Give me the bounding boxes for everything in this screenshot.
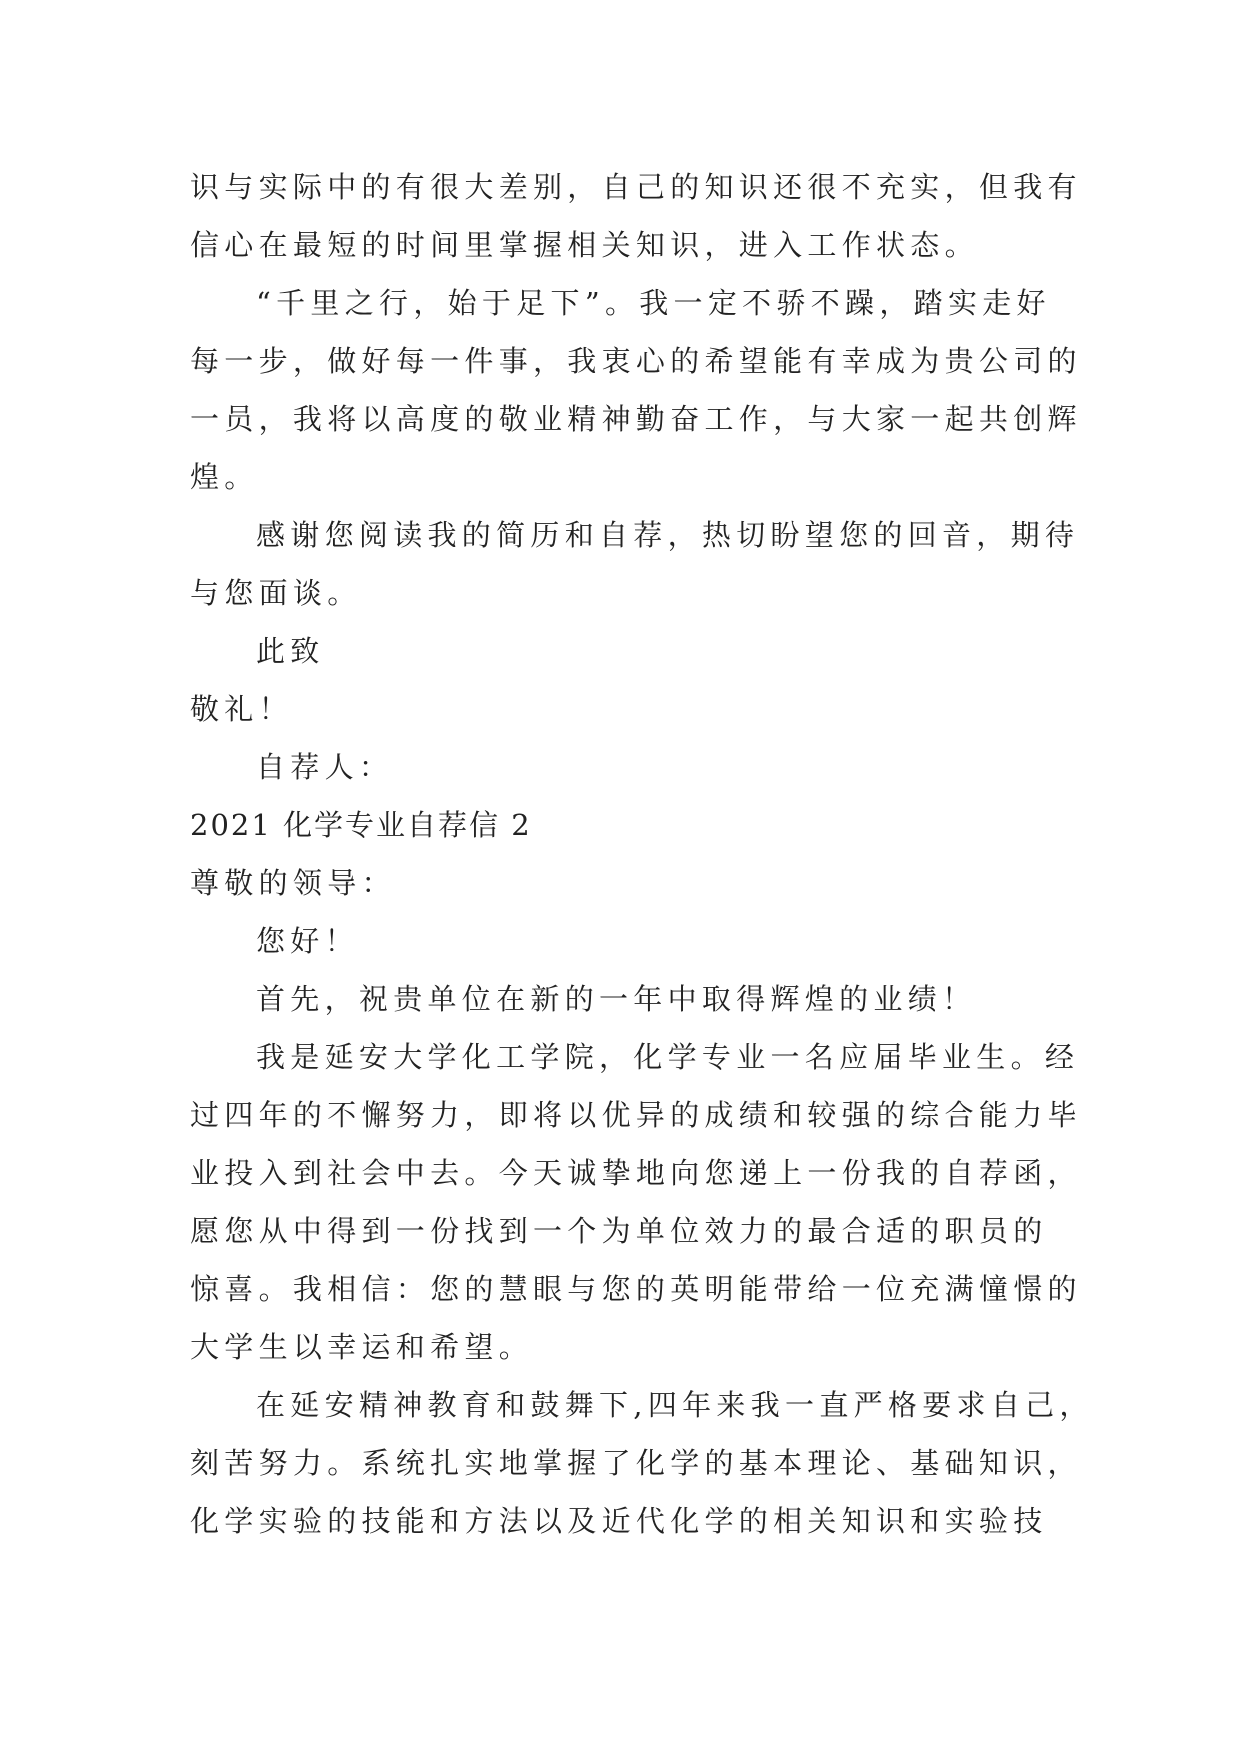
text-line: 化学实验的技能和方法以及近代化学的相关知识和实验技: [190, 1504, 1048, 1538]
text-line: 与您面谈。: [190, 576, 362, 610]
paragraph-start: 在延安精神教育和鼓舞下,四年来我一直严格要求自己，: [256, 1388, 1094, 1422]
text-line: 惊喜。我相信：您的慧眼与您的英明能带给一位充满憧憬的: [190, 1272, 1082, 1306]
text-line: 一员，我将以高度的敬业精神勤奋工作，与大家一起共创辉: [190, 402, 1082, 436]
text-line: 刻苦努力。系统扎实地掌握了化学的基本理论、基础知识，: [190, 1446, 1082, 1480]
text-line: 业投入到社会中去。今天诚挚地向您递上一份我的自荐函，: [190, 1156, 1082, 1190]
signature-label: 自荐人：: [256, 750, 394, 784]
text-line: 煌。: [190, 460, 259, 494]
document-page: [190, 158, 1094, 1550]
greeting-recipient: 尊敬的领导：: [190, 866, 396, 900]
text-line: 大学生以幸运和希望。: [190, 1330, 534, 1364]
section-title: 2021 化学专业自荐信 2: [190, 808, 532, 842]
paragraph-start: 我是延安大学化工学院，化学专业一名应届毕业生。经: [256, 1040, 1080, 1074]
paragraph-start: “千里之行，始于足下”。我一定不骄不躁，踏实走好: [256, 286, 1051, 320]
text-line: 每一步，做好每一件事，我衷心的希望能有幸成为贵公司的: [190, 344, 1082, 378]
paragraph-start: 首先，祝贵单位在新的一年中取得辉煌的业绩！: [256, 982, 977, 1016]
text-line: 过四年的不懈努力，即将以优异的成绩和较强的综合能力毕: [190, 1098, 1082, 1132]
closing-regards: 敬礼！: [190, 692, 293, 726]
text-line: 识与实际中的有很大差别，自己的知识还很不充实，但我有: [190, 170, 1082, 204]
text-line: 愿您从中得到一份找到一个为单位效力的最合适的职员的: [190, 1214, 1048, 1248]
text-line: 信心在最短的时间里掌握相关知识，进入工作状态。: [190, 228, 979, 262]
greeting: 您好！: [256, 924, 359, 958]
closing-salutation: 此致: [256, 634, 325, 668]
paragraph-start: 感谢您阅读我的简历和自荐，热切盼望您的回音，期待: [256, 518, 1080, 552]
